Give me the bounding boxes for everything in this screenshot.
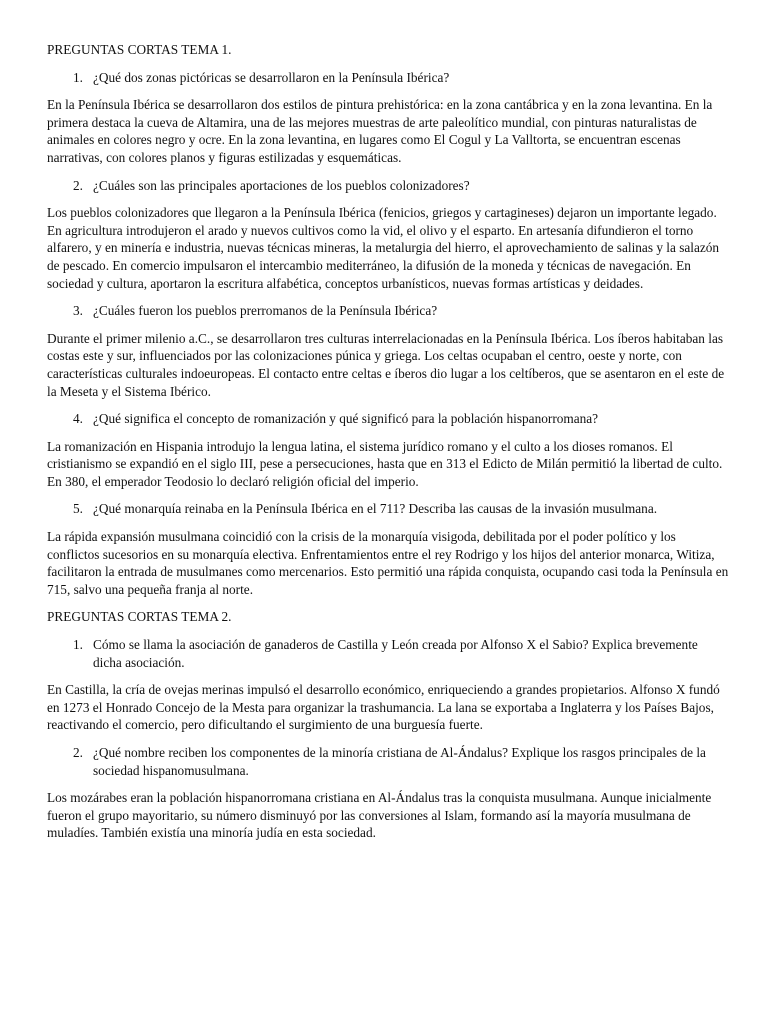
answer-paragraph: En la Península Ibérica se desarrollaron dos estilos de pintura prehistórica: en la zona cantábrica y en la zona levantina. En la primera destaca la cueva de Altamira, una de las mejores muestras de arte paleolítico mundial, con pinturas naturalistas de animales en colores negro y ocre. En la zona levantina, en lugares como El Cogul y La Valltorta, se encuentran escenas narrativas, con colores planos y figuras estilizadas y esquemáticas. [47,97,713,165]
question-text: ¿Qué nombre reciben los componentes de la minoría cristiana de Al-Ándalus? Explique los rasgos principales de la sociedad hispanomusulmana. [93,745,706,778]
answer-paragraph: En Castilla, la cría de ovejas merinas impulsó el desarrollo económico, enriqueciendo a grandes propietarios. Alfonso X fundó en 1273 el Honrado Concejo de la Mesta para organizar la trashumancia. La lana se exportaba a Inglaterra y los Países Bajos, reactivando el comercio, pero dificultando el surgimiento de una burguesía fuerte. [47,682,720,733]
question-number: 2. [73,745,83,760]
question-number: 2. [73,177,83,193]
document-page [47,41,729,852]
question-item [47,410,729,428]
answer-paragraph: Los mozárabes eran la población hispanorromana cristiana en Al-Ándalus tras la conquista musulmana. Aunque inicialmente fueron el grupo mayoritario, su número disminuyó por las conversiones al Islam, formando así la mayoría musulmana de muladíes. También existía una minoría judía en esta sociedad. [47,790,712,841]
question-number: 1. [73,69,83,85]
answer-paragraph: Durante el primer milenio a.C., se desarrollaron tres culturas interrelacionadas en la Península Ibérica. Los íberos habitaban las costas este y sur, influenciados por las colonizaciones púnica y griega. Los celtas ocupaban el centro, oeste y norte, con características culturales indoeuropeas. El contacto entre celtas e íberos dio lugar a los celtíberos, que se asentaron en el este de la Meseta y el Sistema Ibérico. [47,330,725,399]
question-text: ¿Cuáles fueron los pueblos prerromanos de la Península Ibérica? [93,303,438,319]
question-number: 3. [73,303,83,319]
answer-paragraph: La romanización en Hispania introdujo la lengua latina, el sistema jurídico romano y el culto a los dioses romanos. El cristianismo se expandió en el siglo III, pese a persecuciones, hasta que en 313 el Edicto de Milán permitió la libertad de culto. En 380, el emperador Teodosio lo declaró religión oficial del imperio. [47,438,723,489]
question-item [47,500,729,518]
question-item [47,636,729,671]
section-title-tema-1: PREGUNTAS CORTAS TEMA 1. [47,42,232,57]
question-item [47,69,729,87]
question-text: ¿Qué monarquía reinaba en la Península Ibérica en el 711? Describa las causas de la invasión musulmana. [93,501,658,517]
question-item [47,744,729,779]
question-item [47,177,729,195]
question-item [47,302,729,320]
question-text: ¿Cuáles son las principales aportaciones de los pueblos colonizadores? [93,177,470,193]
question-text: ¿Qué dos zonas pictóricas se desarrollaron en la Península Ibérica? [93,69,450,85]
answer-paragraph: La rápida expansión musulmana coincidió con la crisis de la monarquía visigoda, debilitada por el poder político y los conflictos sucesorios en su monarquía electiva. Enfrentamientos entre el rey Rodrigo y los hijos del anterior monarca, Witiza, facilitaron la entrada de musulmanes como mercenarios. Esto permitió una rápida conquista, ocupando casi toda la Península en 715, salvo una pequeña franja al norte. [47,529,729,597]
question-number: 5. [73,501,83,517]
question-text: ¿Qué significa el concepto de romanización y qué significó para la población hispanorromana? [93,411,599,427]
section-title-tema-2: PREGUNTAS CORTAS TEMA 2. [47,609,232,625]
question-number: 4. [73,411,83,427]
answer-paragraph: Los pueblos colonizadores que llegaron a la Península Ibérica (fenicios, griegos y cartagineses) dejaron un importante legado. En agricultura introdujeron el arado y nuevos cultivos como la vid, el olivo y el esparto. En artesanía difundieron el torno alfarero, y en minería e industria, nuevas técnicas mineras, la metalurgia del hierro, el aprovechamiento de salinas y la salazón de pescado. En comercio impulsaron el intercambio mediterráneo, la difusión de la moneda y técnicas de navegación. En sociedad y cultura, aportaron la escritura alfabética, conceptos urbanísticos, nuevas formas artísticas y deidades. [47,205,720,291]
question-number: 1. [73,637,83,653]
question-text: Cómo se llama la asociación de ganaderos de Castilla y León creada por Alfonso X el Sabio? Explica brevemente dicha asociación. [93,637,698,670]
